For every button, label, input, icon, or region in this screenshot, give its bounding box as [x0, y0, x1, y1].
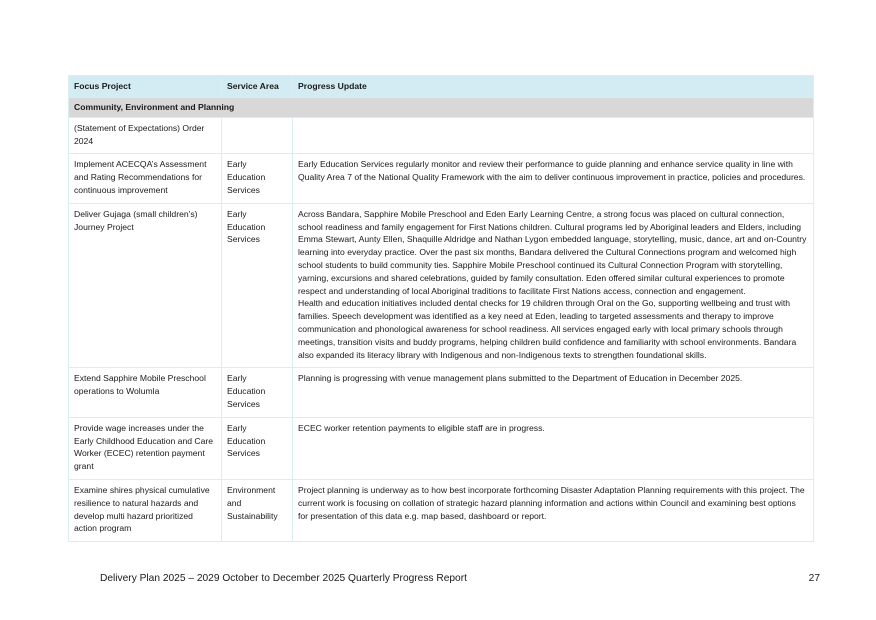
service-area-cell: Early Education Services [222, 368, 293, 417]
page-footer [100, 573, 820, 584]
focus-project-cell: Extend Sapphire Mobile Preschool operations to Wolumla [69, 368, 222, 417]
focus-project-cell: (Statement of Expectations) Order 2024 [69, 117, 222, 154]
progress-cell: Early Education Services regularly monitor and review their performance to guide planning and enhance service quality in line with Quality Area 7 of the National Quality Framework with the aim to deliver continuous improvement in practice, policies and procedures. [293, 154, 814, 203]
focus-project-cell: Provide wage increases under the Early Childhood Education and Care Worker (ECEC) retention payment grant [69, 417, 222, 479]
header-progress-update: Progress Update [293, 76, 814, 98]
section-title: Community, Environment and Planning [69, 98, 814, 118]
header-focus-project: Focus Project [69, 76, 222, 98]
focus-project-cell: Implement ACECQA’s Assessment and Rating Recommendations for continuous improvement [69, 154, 222, 203]
service-area-cell [222, 117, 293, 154]
progress-paragraph-2: Health and education initiatives included dental checks for 19 children through Oral on the Go, supporting wellbeing and trust with families. Speech development was identified as a key need at Eden, leading to targeted assessments and therapy to improve communication and phonological awareness for school readiness. All services engaged early with local primary schools through meetings, transition visits and buddy programs, helping children build confidence and familiarity with school environments. Bandara also expanded its literacy library with Indigenous and non-Indigenous texts to strengthen foundational skills. [298, 298, 797, 360]
service-area-cell: Early Education Services [222, 417, 293, 479]
focus-project-cell: Deliver Gujaga (small children’s) Journey Project [69, 203, 222, 368]
progress-table [68, 75, 814, 542]
section-row [69, 98, 814, 118]
progress-cell [293, 117, 814, 154]
table-row [69, 368, 814, 417]
table-row [69, 154, 814, 203]
page-number: 27 [808, 573, 820, 584]
table-row [69, 479, 814, 541]
header-service-area: Service Area [222, 76, 293, 98]
table-row [69, 203, 814, 368]
progress-cell: Project planning is underway as to how best incorporate forthcoming Disaster Adaptation Planning requirements with this project. The current work is focusing on collation of strategic hazard planning information and actions within Council and examining best options for presentation of this data e.g. map based, dashboard or report. [293, 479, 814, 541]
table-row [69, 417, 814, 479]
service-area-cell: Early Education Services [222, 203, 293, 368]
table-header-row [69, 76, 814, 98]
progress-paragraph-1: Across Bandara, Sapphire Mobile Preschool and Eden Early Learning Centre, a strong focus was placed on cultural connection, school readiness and family engagement for First Nations children. Cultural programs led by Aboriginal leaders and Elders, including Emma Stewart, Aunty Ellen, Shaquille Aldridge and Nathan Lygon embedded language, storytelling, music, dance, art and on-Country learning into everyday practice. Over the past six months, Bandara delivered the Cultural Connections program and welcomed high school students to build community ties. Sapphire Mobile Preschool continued its Cultural Connection Program with storytelling, yarning, excursions and shared celebrations, guided by family consultation. Eden offered similar cultural experiences to promote respect and understanding of local Aboriginal traditions to facilitate First Nations access, connection and engagement. [298, 208, 807, 296]
focus-project-cell: Examine shires physical cumulative resilience to natural hazards and develop multi hazard prioritized action program [69, 479, 222, 541]
table-row [69, 117, 814, 154]
service-area-cell: Early Education Services [222, 154, 293, 203]
service-area-cell: Environment and Sustainability [222, 479, 293, 541]
progress-cell [293, 203, 814, 368]
progress-cell: Planning is progressing with venue management plans submitted to the Department of Education in December 2025. [293, 368, 814, 417]
progress-cell: ECEC worker retention payments to eligible staff are in progress. [293, 417, 814, 479]
footer-title: Delivery Plan 2025 – 2029 October to December 2025 Quarterly Progress Report [100, 573, 467, 584]
